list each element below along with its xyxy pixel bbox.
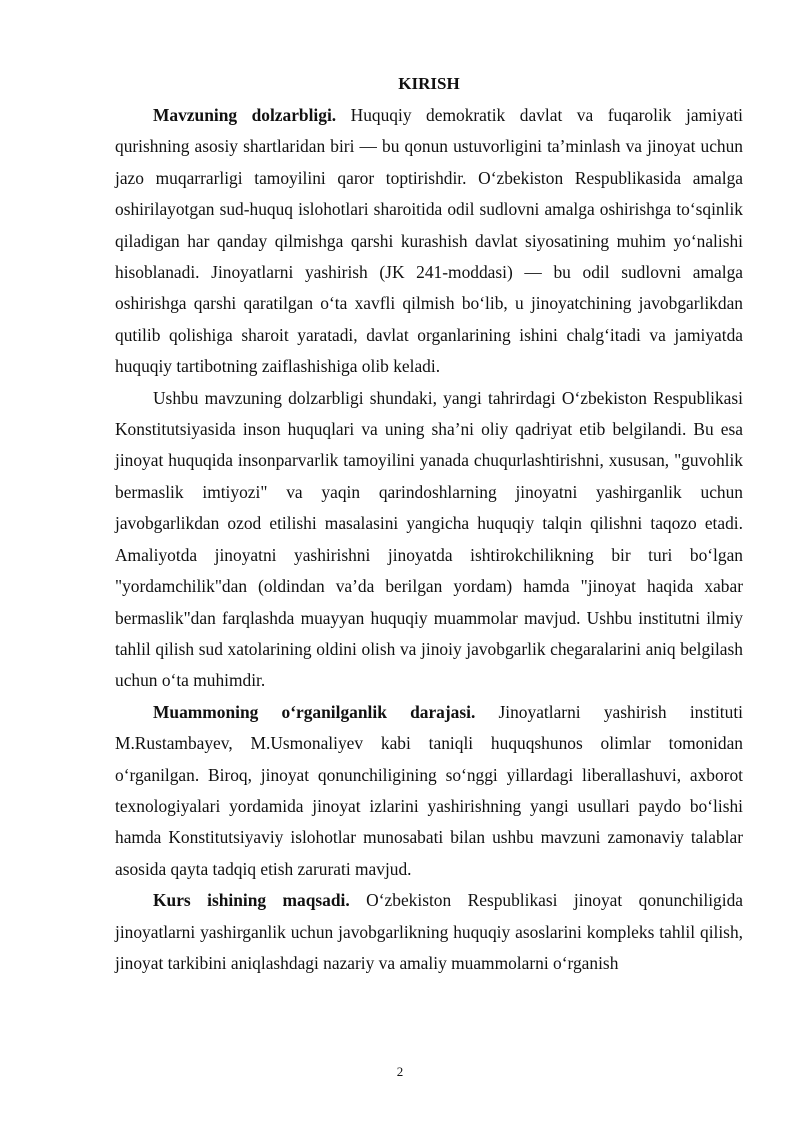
page-content	[115, 72, 743, 979]
paragraph-relevance	[115, 100, 743, 383]
section-heading: KIRISH	[398, 74, 460, 93]
paragraph-text: O‘zbekiston Respublikasi jinoyat qonunchiligida jinoyatlarni yashirganlik uchun javobgarlikning huquqiy asoslarini kompleks tahlil qilish, jinoyat tarkibini aniqlashdagi nazariy va amaliy muammolarni o‘rganish	[115, 890, 743, 973]
paragraph-goal	[115, 885, 743, 979]
paragraph-lead: Muammoning o‘rganilganlik darajasi.	[153, 701, 476, 722]
paragraph-text: Huquqiy demokratik davlat va fuqarolik jamiyati qurishning asosiy shartlaridan biri — bu qonun ustuvorligini ta’minlash va jinoyat uchun jazo muqarrarligi tamoyilini qaror toptirishdir. O‘zbekiston Respublikasida amalga oshirilayotgan sud-huquq islohotlari sharoitida odil sudlovni amalga oshirishga to‘sqinlik qiladigan har qanday qilmishga qarshi kurashish davlat siyosatining muhim yo‘nalishi hisoblanadi. Jinoyatlarni yashirish (JK 241-moddasi) — bu odil sudlovni amalga oshirishga qarshi qaratilgan o‘ta xavfli qilmish bo‘lib, u jinoyatchining javobgarlikdan qutilib qolishiga sharoit yaratadi, davlat organlarining ishini chalg‘itadi va jamiyatda huquqiy tartibotning zaiflashishiga olib keladi.	[115, 105, 743, 377]
paragraph-lead: Mavzuning dolzarbligi.	[153, 105, 337, 125]
paragraph-research-level	[115, 697, 743, 885]
page-number: 2	[396, 1064, 404, 1079]
paragraph-text: Ushbu mavzuning dolzarbligi shundaki, yangi tahrirdagi O‘zbekiston Respublikasi Konstitutsiyasida inson huquqlari va uning sha’ni oliy qadriyat etib belgilandi. Bu esa jinoyat huquqida insonparvarlik tamoyilini yanada chuqurlashtirishni, xususan, "guvohlik bermaslik imtiyozi" va yaqin qarindoshlarning jinoyatni yashirganlik uchun javobgarlikdan ozod etilishi masalasini yangicha huquqiy talqin qilishni taqozo etadi. Amaliyotda jinoyatni yashirishni jinoyatda ishtirokchilikning bir turi bo‘lgan "yordamchilik"dan (oldindan va’da berilgan yordam) hamda "jinoyat haqida xabar bermaslik"dan farqlashda muayyan huquqiy muammolar mavjud. Ushbu institutni ilmiy tahlil qilish sud xatolarining oldini olish va jinoiy javobgarlik chegaralarini aniq belgilash uchun o‘ta muhimdir.	[115, 387, 743, 691]
paragraph-relevance-continued	[115, 383, 743, 697]
paragraph-lead: Kurs ishining maqsadi.	[153, 890, 350, 911]
paragraph-text: Jinoyatlarni yashirish instituti M.Rustambayev, M.Usmonaliyev kabi taniqli huquqshunos olimlar tomonidan o‘rganilgan. Biroq, jinoyat qonunchiligining so‘nggi yillardagi liberallashuvi, axborot texnologiyalari yordamida jinoyat izlarini yashirishning yangi usullari paydo bo‘lishi hamda Konstitutsiyaviy islohotlar munosabati bilan ushbu mavzuni zamonaviy talablar asosida qayta tadqiq etish zarurati mavjud.	[115, 701, 743, 879]
